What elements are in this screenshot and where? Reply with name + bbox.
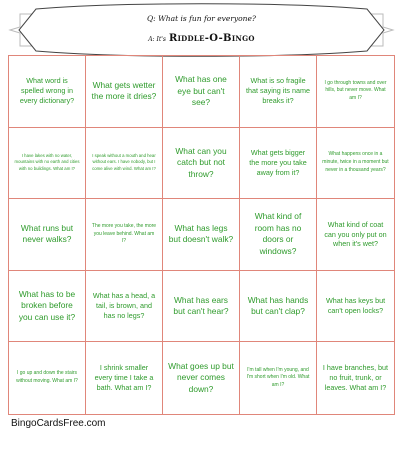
bingo-cell[interactable] bbox=[86, 271, 163, 343]
bingo-cell-text: What has a head, a tail, is brown, and has no legs? bbox=[92, 291, 156, 321]
bingo-cell-text: What has legs but doesn't walk? bbox=[168, 222, 234, 245]
bingo-cell-text: I have branches, but no fruit, trunk, or leaves. What am I? bbox=[322, 363, 389, 393]
bingo-cell-text: What has to be broken before you can use it? bbox=[18, 288, 76, 322]
bingo-cell[interactable] bbox=[86, 56, 163, 128]
bingo-cell-text: What has hands but can't clap? bbox=[247, 294, 309, 317]
bingo-cell-text: What goes up but never comes down? bbox=[168, 360, 234, 394]
bingo-cell-text: What kind of coat can you only put on when it's wet? bbox=[324, 219, 387, 249]
bingo-cell[interactable] bbox=[163, 271, 240, 343]
bingo-cell-text: I have lakes with no water, mountains with no earth and cities with no buildings. What am I? bbox=[14, 152, 80, 172]
bingo-cell-text: What happens once in a minute, twice in a moment but never in a thousand years? bbox=[322, 151, 389, 173]
bingo-cell[interactable] bbox=[240, 56, 317, 128]
bingo-cell[interactable] bbox=[86, 128, 163, 200]
bingo-cell[interactable] bbox=[163, 56, 240, 128]
bingo-cell[interactable] bbox=[9, 271, 86, 343]
bingo-cell-text: What runs but never walks? bbox=[20, 222, 74, 245]
bingo-cell-text: I go up and down the stairs without moving. What am I? bbox=[16, 370, 78, 385]
bingo-cell[interactable] bbox=[317, 56, 394, 128]
bingo-cell[interactable] bbox=[317, 128, 394, 200]
card-title bbox=[0, 26, 403, 45]
bingo-cell-text: I speak without a mouth and hear without ears. I have nobody, but I come alive with wind. What am I? bbox=[92, 152, 156, 172]
bingo-cell-text: I shrink smaller every time I take a bath. What am I? bbox=[94, 363, 154, 393]
bingo-cell[interactable] bbox=[163, 342, 240, 414]
bingo-cell-text: I go through towns and over hills, but never move. What am I? bbox=[324, 79, 387, 102]
bingo-cell-text: What can you catch but not throw? bbox=[175, 145, 227, 179]
bingo-cell[interactable] bbox=[240, 342, 317, 414]
footer-site: BingoCardsFree.com bbox=[11, 418, 106, 429]
bingo-cell[interactable] bbox=[317, 342, 394, 414]
title-banner bbox=[0, 0, 403, 60]
bingo-cell[interactable] bbox=[163, 128, 240, 200]
bingo-cell[interactable] bbox=[9, 199, 86, 271]
bingo-cell-text: What word is spelled wrong in every dictionary? bbox=[19, 76, 75, 106]
bingo-cell-text: What has one eye but can't see? bbox=[175, 73, 227, 108]
bingo-cell[interactable] bbox=[240, 128, 317, 200]
bingo-cell-text: The more you take, the more you leave behind. What am I? bbox=[91, 222, 157, 245]
bingo-cell-text: What has keys but can't open locks? bbox=[325, 296, 386, 316]
bingo-cell[interactable] bbox=[163, 199, 240, 271]
bingo-cell-text: What gets wetter the more it dries? bbox=[91, 79, 157, 102]
card-name: Riddle-O-Bingo bbox=[169, 33, 255, 44]
bingo-cell[interactable] bbox=[9, 342, 86, 414]
bingo-cell[interactable] bbox=[86, 199, 163, 271]
bingo-cell[interactable] bbox=[317, 199, 394, 271]
bingo-cell[interactable] bbox=[9, 128, 86, 200]
bingo-cell-text: What has ears but can't hear? bbox=[173, 294, 229, 317]
bingo-cell-text: I'm tall when I'm young, and I'm short when I'm old. What am I? bbox=[246, 366, 310, 389]
bingo-cell[interactable] bbox=[317, 271, 394, 343]
bingo-cell-text: What is so fragile that saying its name breaks it? bbox=[246, 76, 310, 106]
card-answer-prefix: A: It's bbox=[148, 36, 166, 43]
bingo-cell[interactable] bbox=[86, 342, 163, 414]
bingo-cell-text: What gets bigger the more you take away from it? bbox=[249, 147, 307, 177]
card-question: Q: What is fun for everyone? bbox=[147, 14, 256, 23]
bingo-cell[interactable] bbox=[9, 56, 86, 128]
bingo-cell[interactable] bbox=[240, 199, 317, 271]
bingo-cell-text: What kind of room has no doors or windows? bbox=[254, 211, 302, 257]
bingo-cell[interactable] bbox=[240, 271, 317, 343]
bingo-grid bbox=[8, 55, 395, 415]
